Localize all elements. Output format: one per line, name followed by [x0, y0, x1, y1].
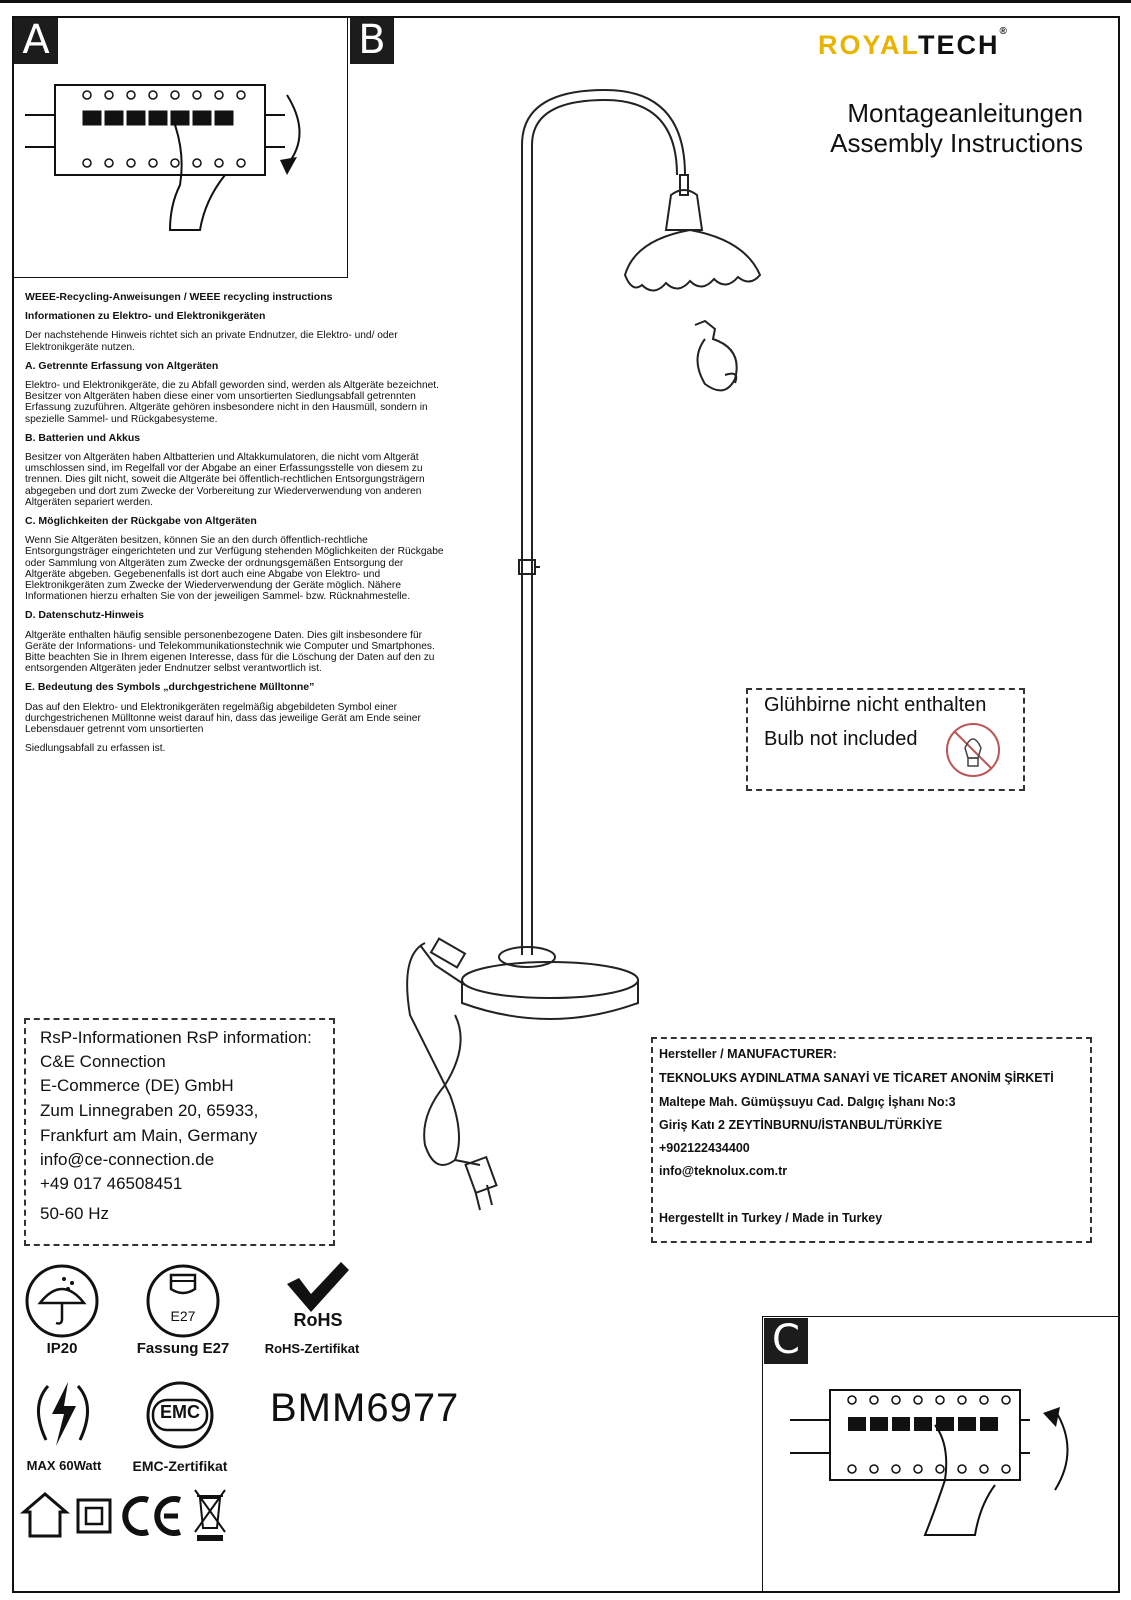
manufacturer-line: Giriş Katı 2 ZEYTİNBURNU/İSTANBUL/TÜRKİYE [659, 1118, 943, 1132]
rsp-title: RsP-Informationen RsP information: [40, 1028, 312, 1047]
panel-a-tag: A [14, 18, 58, 64]
top-rule [0, 0, 1131, 3]
bulb-socket-icon [145, 1263, 221, 1339]
emc-label: EMC-Zertifikat [132, 1458, 228, 1474]
manufacturer-line: TEKNOLUKS AYDINLATMA SANAYİ VE TİCARET ANONİM ŞİRKETİ [659, 1071, 1054, 1085]
no-bulb-icon [943, 720, 1003, 780]
ip-rating-label: IP20 [46, 1340, 78, 1357]
weee-section-text: Das auf den Elektro- und Elektronikgeräten regelmäßig abgebildeten Symbol einer durchgestrichenen Mülltonne weist darauf hin, dass das jeweilige Gerät am Ende seiner Lebensdauer getrennt vom unsortierten [25, 701, 421, 736]
weee-section-text: Wenn Sie Altgeräten besitzen, können Sie an den durch öffentlich-rechtliche Entsorgungsträger eingerichteten und zur Verfügung stehenden Möglichkeiten der Rückgabe oder Sammlung von Altgeräten zum Zwecke der ordnungsgemäßen Entsorgung der Altgeräte abgeben. Gegebenenfalls ist dort auch eine Abgabe von Elektro- und Elektronikgeräten zum Zwecke der Wiederverwendung der Geräte möglich. Nähere Informationen hierzu erhalten Sie von der jeweiligen Sammel- bzw. Rücknahmestelle. [25, 535, 444, 603]
title-de: Montageanleitungen [847, 98, 1083, 128]
rohs-label: RoHS-Zertifikat [264, 1341, 360, 1356]
brand-logo [818, 26, 1009, 61]
class-ii-double-insulation-icon [76, 1498, 112, 1534]
indoor-use-icon [20, 1490, 70, 1540]
umbrella-rain-icon [24, 1263, 100, 1339]
socket-icon-text: E27 [170, 1308, 196, 1324]
weee-intro: Der nachstehende Hinweis richtet sich an private Endnutzer, die Elektro- und/ oder Elektronikgeräte nutzen. [25, 330, 398, 353]
weee-heading: WEEE-Recycling-Anweisungen / WEEE recycling instructions [25, 291, 333, 303]
weee-section-title: B. Batterien und Akkus [25, 431, 141, 444]
panel-c-tag: C [764, 1318, 808, 1364]
rsp-line: 50-60 Hz [40, 1204, 109, 1223]
emc-icon-text: EMC [160, 1402, 200, 1422]
weee-subheading: Informationen zu Elektro- und Elektronikgeräten [25, 310, 266, 323]
rohs-check-icon [285, 1262, 351, 1312]
rsp-line: info@ce-connection.de [40, 1150, 215, 1169]
breaker-switch-off-illustration [25, 75, 335, 245]
weee-section-text: Besitzer von Altgeräten haben Altbatterien und Altakkumulatoren, die nicht vom Altgerät umschlossen sind, im Regelfall vor der Abgabe an einer Erfassungsstelle von diesem zu trennen. Dies gilt nicht, soweit die Altgeräte bei öffentlich-rechtlichen Entsorgungsträgern abgegeben und dort zum Zwecke der Vorbereitung zur Wiederverwendung von anderen Altgeräten separiert werden. [25, 452, 425, 508]
brand-part-royal: ROYAL [818, 30, 919, 60]
weee-instructions [25, 292, 445, 763]
rsp-line: Zum Linnegraben 20, 65933, [40, 1101, 259, 1120]
rsp-line: C&E Connection [40, 1052, 166, 1071]
rohs-icon-text: RoHS [293, 1310, 343, 1330]
socket-label: Fassung E27 [136, 1340, 230, 1357]
weee-section-title: C. Möglichkeiten der Rückgabe von Altgeräten [25, 515, 257, 528]
manufacturer-made-in: Hergestellt in Turkey / Made in Turkey [659, 1211, 883, 1225]
manufacturer-line: Maltepe Mah. Gümüşsuyu Cad. Dalgıç İşhanı No:3 [659, 1095, 956, 1109]
max-watt-label: MAX 60Watt [26, 1458, 102, 1473]
manufacturer-line: info@teknolux.com.tr [659, 1164, 788, 1178]
bulb-note-de: Glühbirne nicht enthalten [764, 694, 987, 716]
lightning-icon [30, 1376, 96, 1452]
rsp-line: Frankfurt am Main, Germany [40, 1126, 258, 1145]
brand-part-tech: TECH [918, 30, 1000, 60]
manufacturer-line: +902122434400 [659, 1141, 750, 1155]
weee-section-title: A. Getrennte Erfassung von Altgeräten [25, 359, 219, 372]
weee-section-text: Altgeräte enthalten häufig sensible personenbezogene Daten. Dies gilt insbesondere für Geräte der Informations- und Telekommunikationstechnik wie Computer und Smartphones. Bitte beachten Sie in Ihrem eigenen Interesse, dass für die Löschung der Daten auf den zu entsorgenden Altgeräten jeder Endnutzer selbst verantwortlich ist. [25, 629, 435, 675]
manufacturer-title: Hersteller / MANUFACTURER: [659, 1047, 837, 1061]
weee-section-title: D. Datenschutz-Hinweis [25, 609, 145, 622]
rsp-information [24, 1018, 335, 1246]
rsp-line: +49 017 46508451 [40, 1174, 183, 1193]
weee-tail: Siedlungsabfall zu erfassen ist. [25, 743, 166, 755]
title-en: Assembly Instructions [830, 128, 1083, 158]
rsp-line: E-Commerce (DE) GmbH [40, 1076, 234, 1095]
breaker-switch-on-illustration [790, 1385, 1100, 1555]
weee-section-title: E. Bedeutung des Symbols „durchgestrichene Mülltonne” [25, 681, 315, 694]
panel-b-tag: B [350, 18, 394, 64]
brand-registered: ® [999, 26, 1009, 37]
manufacturer-information [651, 1037, 1092, 1243]
weee-section-text: Elektro- und Elektronikgeräte, die zu Abfall geworden sind, werden als Altgeräte bezeichnet. Besitzer von Altgeräten haben diese einer vom unsortierten Siedlungsabfall getrennten Erfassung zuzuführen. Altgeräte gehören insbesondere nicht in den Hausmüll, sondern in spezielle Sammel- und Rückgabesysteme. [25, 380, 439, 425]
bulb-not-included-note [746, 688, 1025, 791]
bulb-note-en: Bulb not included [764, 728, 918, 750]
model-number: BMM6977 [270, 1386, 460, 1430]
ce-mark-icon [120, 1494, 186, 1538]
crossed-bin-icon [193, 1488, 227, 1542]
